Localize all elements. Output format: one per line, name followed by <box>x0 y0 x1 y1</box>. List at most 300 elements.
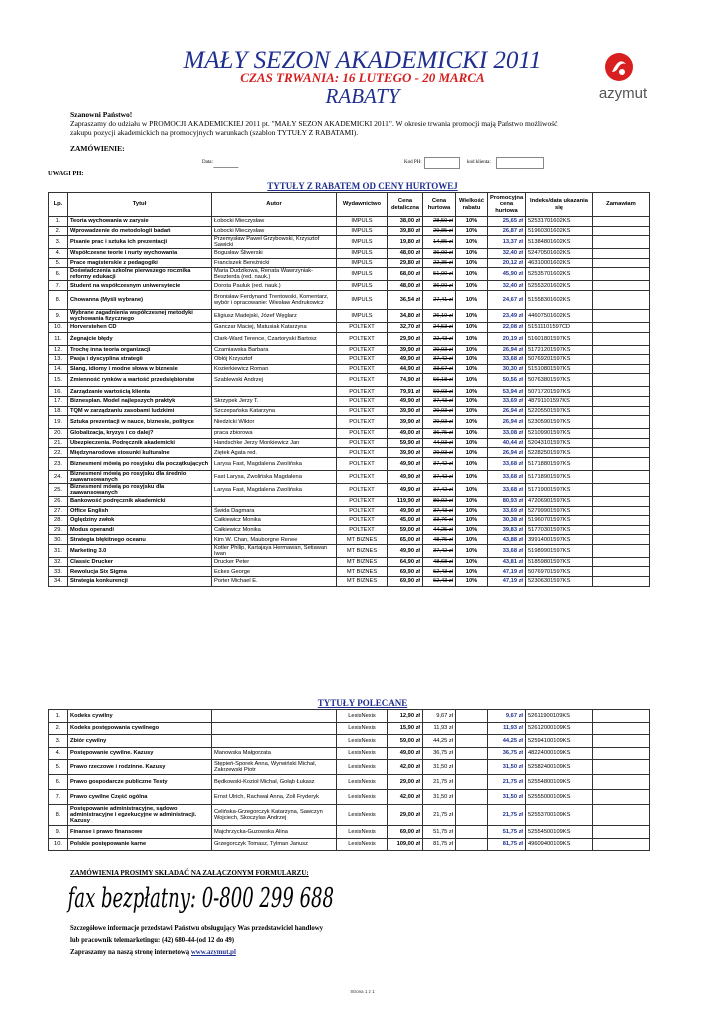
cell-author <box>212 710 337 723</box>
header-wholesale-price: Cena hurtowa <box>423 193 456 217</box>
cell-discount: 10% <box>456 557 488 567</box>
cell-discount: 10% <box>456 406 488 416</box>
table-row <box>49 396 650 406</box>
cell-publisher: POLTEXT <box>337 506 388 516</box>
cell-title: Współczesne teorie i nurty wychowania <box>68 249 212 259</box>
cell-discount: 10% <box>456 535 488 545</box>
page-number: Strona 1 z 1 <box>350 989 375 994</box>
cell-order[interactable] <box>593 722 650 735</box>
table-row <box>49 483 650 496</box>
cell-order[interactable] <box>593 826 650 839</box>
cell-index: 52205501597KS <box>526 406 593 416</box>
cell-wholesale-price: 29,93 zł <box>423 416 456 429</box>
cell-discount: 10% <box>456 236 488 249</box>
cell-order[interactable] <box>593 470 650 483</box>
cell-author: Całkiewicz Monika <box>212 525 337 535</box>
table-row <box>49 438 650 448</box>
cell-title: Oględziny zwłok <box>68 516 212 526</box>
cell-promo-price: 33,69 zł <box>488 396 526 406</box>
cell-retail-price: 49,00 zł <box>388 429 423 439</box>
cell-publisher: POLTEXT <box>337 429 388 439</box>
cell-retail-price: 29,00 zł <box>388 775 423 790</box>
cell-index: 52553201602KS <box>526 281 593 291</box>
cell-order[interactable] <box>593 496 650 506</box>
cell-author <box>212 387 337 397</box>
cell-discount: 10% <box>456 258 488 268</box>
cell-wholesale-price: 21,75 zł <box>423 805 456 826</box>
cell-retail-price: 32,70 zł <box>388 322 423 332</box>
cell-order[interactable] <box>593 249 650 259</box>
cell-index: 48791101597KS <box>526 396 593 406</box>
table-row <box>49 345 650 355</box>
table-row <box>49 448 650 458</box>
cell-retail-price: 36,54 zł <box>388 290 423 309</box>
cell-discount: 10% <box>456 506 488 516</box>
cell-lp: 12. <box>49 345 68 355</box>
cell-index: 51770301597KS <box>526 525 593 535</box>
cell-lp: 8. <box>49 290 68 309</box>
cell-index: 51558301602KS <box>526 290 593 309</box>
cell-author: Czarniawska Barbara <box>212 345 337 355</box>
cell-lp: 2. <box>49 722 68 735</box>
cell-discount: 10% <box>456 281 488 291</box>
cell-promo-price: 32,40 zł <box>488 249 526 259</box>
cell-wholesale-price: 36,75 zł <box>423 429 456 439</box>
table-row <box>49 217 650 227</box>
cell-retail-price: 45,00 zł <box>388 516 423 526</box>
cell-lp: 30. <box>49 535 68 545</box>
cell-order[interactable] <box>593 448 650 458</box>
cell-discount <box>456 775 488 790</box>
cell-title: Prawo cywilne Część ogólna <box>68 790 212 805</box>
cell-order[interactable] <box>593 747 650 760</box>
table-row <box>49 290 650 309</box>
table-row <box>49 506 650 516</box>
cell-retail-price: 49,90 zł <box>388 457 423 470</box>
cell-order[interactable] <box>593 290 650 309</box>
cell-promo-price: 32,40 zł <box>488 281 526 291</box>
cell-retail-price: 39,90 zł <box>388 416 423 429</box>
cell-lp: 10. <box>49 838 68 851</box>
table-row <box>49 525 650 535</box>
cell-publisher: IMPULS <box>337 249 388 259</box>
cell-title: Horverstehen CD <box>68 322 212 332</box>
cell-author: Majchrzycka-Guzowska Alina <box>212 826 337 839</box>
cell-author: Ziętek Agata red. <box>212 448 337 458</box>
table-row <box>49 557 650 567</box>
cell-title: Globalizacja, kryzys i co dalej? <box>68 429 212 439</box>
cell-order[interactable] <box>593 268 650 281</box>
cell-order[interactable] <box>593 332 650 345</box>
cell-order[interactable] <box>593 760 650 775</box>
cell-retail-price: 29,00 zł <box>388 805 423 826</box>
cell-wholesale-price: 59,93 zł <box>423 387 456 397</box>
cell-order[interactable] <box>593 775 650 790</box>
cell-discount: 10% <box>456 438 488 448</box>
cell-promo-price: 25,65 zł <box>488 217 526 227</box>
cell-discount: 10% <box>456 387 488 397</box>
cell-index: 48224000109KS <box>526 747 593 760</box>
cell-index: 52535701602KS <box>526 268 593 281</box>
cell-discount: 10% <box>456 217 488 227</box>
cell-order[interactable] <box>593 387 650 397</box>
cell-publisher: MT BIZNES <box>337 557 388 567</box>
cell-order[interactable] <box>593 236 650 249</box>
cell-promo-price: 9,67 zł <box>488 710 526 723</box>
cell-order[interactable] <box>593 525 650 535</box>
table-row <box>49 735 650 748</box>
cell-order[interactable] <box>593 322 650 332</box>
cell-order[interactable] <box>593 710 650 723</box>
cell-promo-price: 31,50 zł <box>488 760 526 775</box>
cell-lp: 5. <box>49 258 68 268</box>
cell-lp: 5. <box>49 760 68 775</box>
cell-discount: 10% <box>456 470 488 483</box>
cell-index: 52555000109KS <box>526 790 593 805</box>
cell-index: 51721201597KS <box>526 345 593 355</box>
cell-retail-price: 68,00 zł <box>388 268 423 281</box>
cell-wholesale-price: 33,67 zł <box>423 364 456 374</box>
cell-title: Biznesmeni mówią po rosyjsku dla średnio zaawansowanych <box>68 470 212 483</box>
table-row <box>49 226 650 236</box>
cell-title: Wybrane zagadnienia współczesnej metodyki wychowania fizycznego <box>68 309 212 322</box>
cell-publisher: MT BIZNES <box>337 577 388 587</box>
cell-promo-price: 53,94 zł <box>488 387 526 397</box>
table-row <box>49 258 650 268</box>
cell-title: Slang, idiomy i modne słowa w biznesie <box>68 364 212 374</box>
cell-retail-price: 48,00 zł <box>388 281 423 291</box>
cell-index: 52612000109KS <box>526 722 593 735</box>
cell-order[interactable] <box>593 735 650 748</box>
cell-index: 52554500109KS <box>526 826 593 839</box>
cell-lp: 33. <box>49 567 68 577</box>
cell-retail-price: 119,90 zł <box>388 496 423 506</box>
cell-wholesale-price: 51,75 zł <box>423 826 456 839</box>
cell-order[interactable] <box>593 258 650 268</box>
cell-order[interactable] <box>593 429 650 439</box>
table-row <box>49 567 650 577</box>
cell-title: Pisanie prac i sztuka ich prezentacji <box>68 236 212 249</box>
cell-author: Łobocki Mieczysław <box>212 226 337 236</box>
cell-title: Teoria wychowania w zarysie <box>68 217 212 227</box>
cell-author: Fast Larysa, Zwolińska Magdalena <box>212 470 337 483</box>
cell-author: Łobocki Mieczysław <box>212 217 337 227</box>
cell-promo-price: 23,49 zł <box>488 309 526 322</box>
cell-lp: 2. <box>49 226 68 236</box>
cell-lp: 1. <box>49 217 68 227</box>
cell-publisher: IMPULS <box>337 258 388 268</box>
cell-lp: 32. <box>49 557 68 567</box>
cell-order[interactable] <box>593 790 650 805</box>
cell-publisher: POLTEXT <box>337 470 388 483</box>
cell-lp: 14. <box>49 364 68 374</box>
cell-retail-price: 34,80 zł <box>388 309 423 322</box>
table-row <box>49 805 650 826</box>
cell-promo-price: 50,56 zł <box>488 374 526 387</box>
cell-retail-price: 59,00 zł <box>388 525 423 535</box>
website-link[interactable]: www.azymut.pl <box>190 949 236 956</box>
cell-order[interactable] <box>593 557 650 567</box>
cell-publisher: IMPULS <box>337 226 388 236</box>
cell-promo-price: 21,75 zł <box>488 775 526 790</box>
cell-discount: 10% <box>456 544 488 557</box>
cell-publisher: IMPULS <box>337 309 388 322</box>
header-author: Autor <box>212 193 337 217</box>
cell-wholesale-price: 29,93 zł <box>423 448 456 458</box>
cell-promo-price: 45,90 zł <box>488 268 526 281</box>
cell-promo-price: 33,68 zł <box>488 355 526 365</box>
cell-order[interactable] <box>593 396 650 406</box>
cell-title: Trochę inna teoria organizacji <box>68 345 212 355</box>
cell-retail-price: 49,90 zł <box>388 483 423 496</box>
cell-title: Biznesmeni mówią po rosyjsku dla początkujących <box>68 457 212 470</box>
cell-lp: 24. <box>49 470 68 483</box>
cell-order[interactable] <box>593 416 650 429</box>
cell-index: 51601801597KS <box>526 332 593 345</box>
cell-publisher: POLTEXT <box>337 525 388 535</box>
cell-promo-price: 36,75 zł <box>488 747 526 760</box>
cell-discount: 10% <box>456 396 488 406</box>
cell-order[interactable] <box>593 309 650 322</box>
section-discount-title: TYTUŁY Z RABATEM OD CENY HURTOWEJ <box>267 181 458 191</box>
cell-retail-price: 38,00 zł <box>388 217 423 227</box>
azymut-logo <box>583 52 663 122</box>
cell-lp: 22. <box>49 448 68 458</box>
cell-order[interactable] <box>593 457 650 470</box>
cell-author <box>212 722 337 735</box>
cell-title: Pasja i dyscyplina strategii <box>68 355 212 365</box>
cell-promo-price: 20,19 zł <box>488 332 526 345</box>
promo-period: CZAS TRWANIA: 16 LUTEGO - 20 MARCA <box>240 70 485 85</box>
cell-retail-price: 69,90 zł <box>388 567 423 577</box>
cell-discount <box>456 735 488 748</box>
cell-title: Strategia konkurencji <box>68 577 212 587</box>
cell-publisher: POLTEXT <box>337 483 388 496</box>
cell-lp: 7. <box>49 790 68 805</box>
cell-author: Grzegorczyk Tomasz, Tylman Janusz <box>212 838 337 851</box>
cell-order[interactable] <box>593 805 650 826</box>
cell-wholesale-price: 11,93 zł <box>423 722 456 735</box>
cell-title: Sztuka prezentacji w nauce, biznesie, polityce <box>68 416 212 429</box>
cell-publisher: IMPULS <box>337 236 388 249</box>
cell-order[interactable] <box>593 281 650 291</box>
cell-discount: 10% <box>456 332 488 345</box>
cell-retail-price: 48,00 zł <box>388 249 423 259</box>
cell-index: 51511101597CD <box>526 322 593 332</box>
cell-publisher: POLTEXT <box>337 374 388 387</box>
cell-lp: 18. <box>49 406 68 416</box>
cell-promo-price: 33,68 zł <box>488 470 526 483</box>
cell-discount: 10% <box>456 448 488 458</box>
cell-lp: 29. <box>49 525 68 535</box>
cell-order[interactable] <box>593 567 650 577</box>
cell-order[interactable] <box>593 355 650 365</box>
cell-author: Porter Michael E. <box>212 577 337 587</box>
cell-publisher: MT BIZNES <box>337 535 388 545</box>
cell-order[interactable] <box>593 438 650 448</box>
cell-discount: 10% <box>456 249 488 259</box>
table-row <box>49 760 650 775</box>
kod-ph-input[interactable] <box>424 157 460 169</box>
cell-lp: 26. <box>49 496 68 506</box>
cell-promo-price: 47,19 zł <box>488 577 526 587</box>
cell-order[interactable] <box>593 577 650 587</box>
cell-wholesale-price: 36,75 zł <box>423 747 456 760</box>
table-row <box>49 355 650 365</box>
cell-author <box>212 735 337 748</box>
cell-discount: 10% <box>456 309 488 322</box>
cell-index: 49609400109KS <box>526 838 593 851</box>
table-row <box>49 826 650 839</box>
cell-discount: 10% <box>456 483 488 496</box>
cell-publisher: POLTEXT <box>337 516 388 526</box>
cell-wholesale-price: 44,25 zł <box>423 525 456 535</box>
cell-publisher: POLTEXT <box>337 345 388 355</box>
cell-author: Bogusław Śliwerski <box>212 249 337 259</box>
cell-author: Larysa Fast, Magdalena Zwolińska <box>212 483 337 496</box>
cell-wholesale-price: 29,93 zł <box>423 406 456 416</box>
cell-publisher: POLTEXT <box>337 387 388 397</box>
cell-order[interactable] <box>593 374 650 387</box>
cell-retail-price: 49,00 zł <box>388 747 423 760</box>
cell-wholesale-price: 31,50 zł <box>423 790 456 805</box>
cell-promo-price: 80,93 zł <box>488 496 526 506</box>
cell-order[interactable] <box>593 483 650 496</box>
cell-title: Rewolucja Six Sigma <box>68 567 212 577</box>
cell-lp: 31. <box>49 544 68 557</box>
cell-author: Kozierkiewicz Roman <box>212 364 337 374</box>
table-row <box>49 249 650 259</box>
cell-publisher: POLTEXT <box>337 438 388 448</box>
table-row <box>49 544 650 557</box>
cell-wholesale-price: 89,92 zł <box>423 496 456 506</box>
cell-index: 51510801597KS <box>526 364 593 374</box>
cell-retail-price: 49,90 zł <box>388 396 423 406</box>
cell-wholesale-price: 28,50 zł <box>423 217 456 227</box>
cell-wholesale-price: 51,00 zł <box>423 268 456 281</box>
cell-order[interactable] <box>593 217 650 227</box>
fax-number <box>66 877 335 917</box>
cell-order[interactable] <box>593 345 650 355</box>
cell-promo-price: 40,44 zł <box>488 438 526 448</box>
cell-promo-price: 26,87 zł <box>488 226 526 236</box>
greeting: Szanowni Państwo! <box>70 110 133 119</box>
cell-publisher: LexisNexis <box>337 710 388 723</box>
cell-title: Biznesmeni mówią po rosyjsku dla zaawansowanych <box>68 483 212 496</box>
cell-order[interactable] <box>593 364 650 374</box>
cell-order[interactable] <box>593 535 650 545</box>
cell-discount: 10% <box>456 567 488 577</box>
cell-order[interactable] <box>593 506 650 516</box>
cell-order[interactable] <box>593 406 650 416</box>
cell-lp: 6. <box>49 268 68 281</box>
cell-title: Prawo rzeczowe i rodzinne. Kazusy <box>68 760 212 775</box>
cell-index: 52531701602KS <box>526 217 593 227</box>
cell-promo-price: 26,94 zł <box>488 345 526 355</box>
info-line-2: lub pracownik telemarketingu: (42) 680-44-(od 12 do 49) <box>70 937 235 944</box>
cell-author <box>212 496 337 506</box>
header-discount: Wielkość rabatu <box>456 193 488 217</box>
cell-promo-price: 22,08 zł <box>488 322 526 332</box>
cell-promo-price: 44,25 zł <box>488 735 526 748</box>
table-row <box>49 577 650 587</box>
cell-lp: 9. <box>49 826 68 839</box>
kod-klienta-input[interactable] <box>496 157 544 169</box>
table-row <box>49 535 650 545</box>
cell-title: Prawo gospodarcze publiczne Testy <box>68 775 212 790</box>
kod-klienta-label: kod klienta: <box>467 160 491 165</box>
cell-retail-price: 49,90 zł <box>388 544 423 557</box>
cell-discount <box>456 747 488 760</box>
cell-order[interactable] <box>593 516 650 526</box>
cell-author: Handschke Jerzy Monkiewicz Jan <box>212 438 337 448</box>
cell-retail-price: 49,90 zł <box>388 470 423 483</box>
cell-index: 47206901597KS <box>526 496 593 506</box>
order-note: ZAMÓWIENIA PROSIMY SKŁADAĆ NA ZAŁĄCZONYM FORMULARZU: <box>70 869 309 877</box>
cell-title: Kodeks cywilny <box>68 710 212 723</box>
info-line-3 <box>70 949 236 956</box>
cell-lp: 13. <box>49 355 68 365</box>
cell-promo-price: 33,68 zł <box>488 483 526 496</box>
fax-handwritten-icon <box>66 877 335 917</box>
cell-wholesale-price: 48,68 zł <box>423 557 456 567</box>
cell-wholesale-price: 36,00 zł <box>423 249 456 259</box>
cell-retail-price: 12,90 zł <box>388 710 423 723</box>
cell-retail-price: 44,90 zł <box>388 364 423 374</box>
cell-index: 39914001597KS <box>526 535 593 545</box>
recommended-table <box>48 709 650 851</box>
cell-publisher: IMPULS <box>337 290 388 309</box>
cell-promo-price: 43,88 zł <box>488 535 526 545</box>
cell-wholesale-price: 31,50 zł <box>423 760 456 775</box>
cell-publisher: MT BIZNES <box>337 544 388 557</box>
cell-discount: 10% <box>456 457 488 470</box>
header-publisher: Wydawnictwo <box>337 193 388 217</box>
table-row <box>49 516 650 526</box>
cell-order[interactable] <box>593 544 650 557</box>
cell-promo-price: 21,75 zł <box>488 805 526 826</box>
table-row <box>49 387 650 397</box>
cell-discount: 10% <box>456 268 488 281</box>
cell-discount <box>456 838 488 851</box>
table-row <box>49 470 650 483</box>
cell-index: 51384801602KS <box>526 236 593 249</box>
cell-lp: 11. <box>49 332 68 345</box>
cell-publisher: POLTEXT <box>337 496 388 506</box>
cell-retail-price: 29,90 zł <box>388 332 423 345</box>
cell-lp: 6. <box>49 775 68 790</box>
cell-index: 52305901597KS <box>526 416 593 429</box>
cell-index: 51859801597KS <box>526 557 593 567</box>
cell-promo-price: 43,81 zł <box>488 557 526 567</box>
cell-author: Szablewski Andrzej <box>212 374 337 387</box>
cell-order[interactable] <box>593 838 650 851</box>
cell-wholesale-price: 81,75 zł <box>423 838 456 851</box>
cell-retail-price: 69,00 zł <box>388 826 423 839</box>
cell-lp: 3. <box>49 735 68 748</box>
table-row <box>49 747 650 760</box>
cell-wholesale-price: 21,75 zł <box>423 775 456 790</box>
cell-author: Przemysław Paweł Grzybowski, Krzysztof Sawicki <box>212 236 337 249</box>
cell-index: 52594100109KS <box>526 735 593 748</box>
cell-title: Międzynarodowe stosunki kulturalne <box>68 448 212 458</box>
cell-discount: 10% <box>456 525 488 535</box>
date-label: Data: <box>202 160 213 165</box>
cell-title: Zmienność rynków a wartość przedsiębiorstw <box>68 374 212 387</box>
cell-discount <box>456 826 488 839</box>
cell-order[interactable] <box>593 226 650 236</box>
cell-promo-price: 33,08 zł <box>488 429 526 439</box>
